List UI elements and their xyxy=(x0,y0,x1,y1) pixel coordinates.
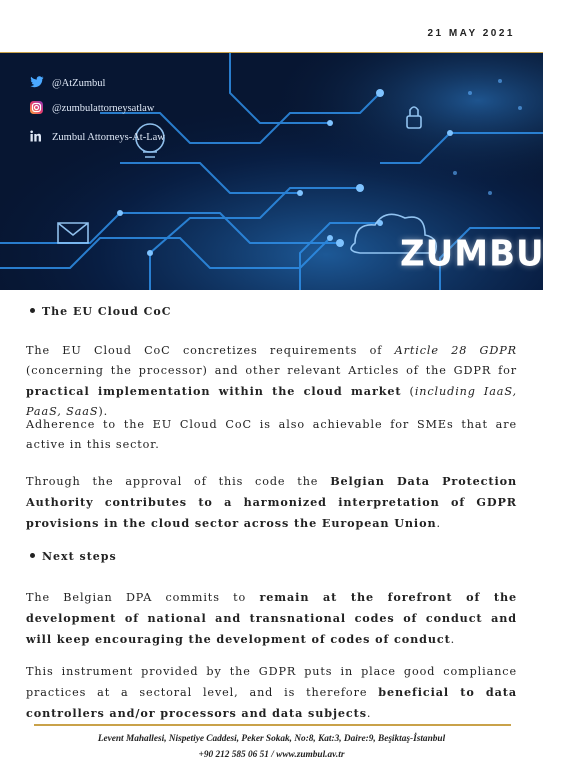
document-date: 21 MAY 2021 xyxy=(427,28,515,39)
text-run: The Belgian DPA commits to xyxy=(26,591,260,604)
linkedin-handle-text: Zumbul Attorneys-At-Law xyxy=(52,131,165,143)
linkedin-icon xyxy=(30,130,44,144)
instagram-handle-row[interactable] xyxy=(30,101,154,115)
bold-emphasis: practical implementation within the cloud market xyxy=(26,384,402,398)
text-run: . xyxy=(366,707,372,720)
heading-text: Next steps xyxy=(42,550,117,563)
bold-emphasis: beneficial to data controllers and/or processors and data subjects xyxy=(26,685,517,720)
footer-address: Levent Mahallesi, Nispetiye Caddesi, Peker Sokak, No:8, Kat:3, Daire:9, Beşiktaş-İstanbul xyxy=(97,734,446,744)
instagram-icon xyxy=(30,101,44,115)
text-run: This instrument provided by the GDPR puts in place good compliance practices at a sectoral level, and is therefore xyxy=(26,665,517,699)
heading-text: The EU Cloud CoC xyxy=(42,305,172,318)
section-heading-next-steps xyxy=(30,550,117,563)
text-run: Through the approval of this code the xyxy=(26,475,331,488)
twitter-handle-row[interactable] xyxy=(30,76,105,90)
zumbul-logo: ZUMBUL xyxy=(400,233,567,275)
twitter-icon xyxy=(30,76,44,90)
bullet-icon xyxy=(30,553,35,558)
text-run: ). xyxy=(98,405,109,418)
twitter-handle-text: @AtZumbul xyxy=(52,77,106,89)
paragraph-coc-requirements xyxy=(26,341,517,422)
paragraph-instrument-benefits xyxy=(26,662,517,724)
text-run: . xyxy=(436,517,441,530)
paragraph-dpa-commitment xyxy=(26,587,517,650)
instagram-handle-text: @zumbulattorneysatlaw xyxy=(52,102,155,114)
header-banner xyxy=(0,53,567,290)
footer-divider xyxy=(34,724,511,726)
section-heading-eu-cloud-coc xyxy=(30,305,171,318)
text-run: ( xyxy=(401,385,415,398)
article-reference: Article 28 GDPR xyxy=(394,344,518,357)
italic-emphasis: including IaaS, PaaS, SaaS xyxy=(26,385,517,418)
paragraph-sme-adherence: Adherence to the EU Cloud CoC is also achievable for SMEs that are active in this sector. xyxy=(26,418,517,451)
linkedin-handle-row[interactable] xyxy=(30,130,165,144)
text-run: The EU Cloud CoC concretizes requirements of xyxy=(26,344,395,357)
text-run: (concerning the processor) and other relevant Articles of the GDPR for xyxy=(26,364,517,377)
paragraph-belgian-dpa-approval xyxy=(26,471,517,534)
bullet-icon xyxy=(30,308,35,313)
bold-emphasis: remain at the forefront of the development of national and transnational codes of conduct and will keep encouraging the development of codes of conduct xyxy=(26,590,517,646)
footer-contact[interactable]: +90 212 585 06 51 / www.zumbul.av.tr xyxy=(198,750,345,760)
bold-emphasis: Belgian Data Protection Authority contributes to a harmonized interpretation of GDPR provisions in the cloud sector across the European Union xyxy=(26,474,518,530)
text-run: . xyxy=(450,633,456,646)
